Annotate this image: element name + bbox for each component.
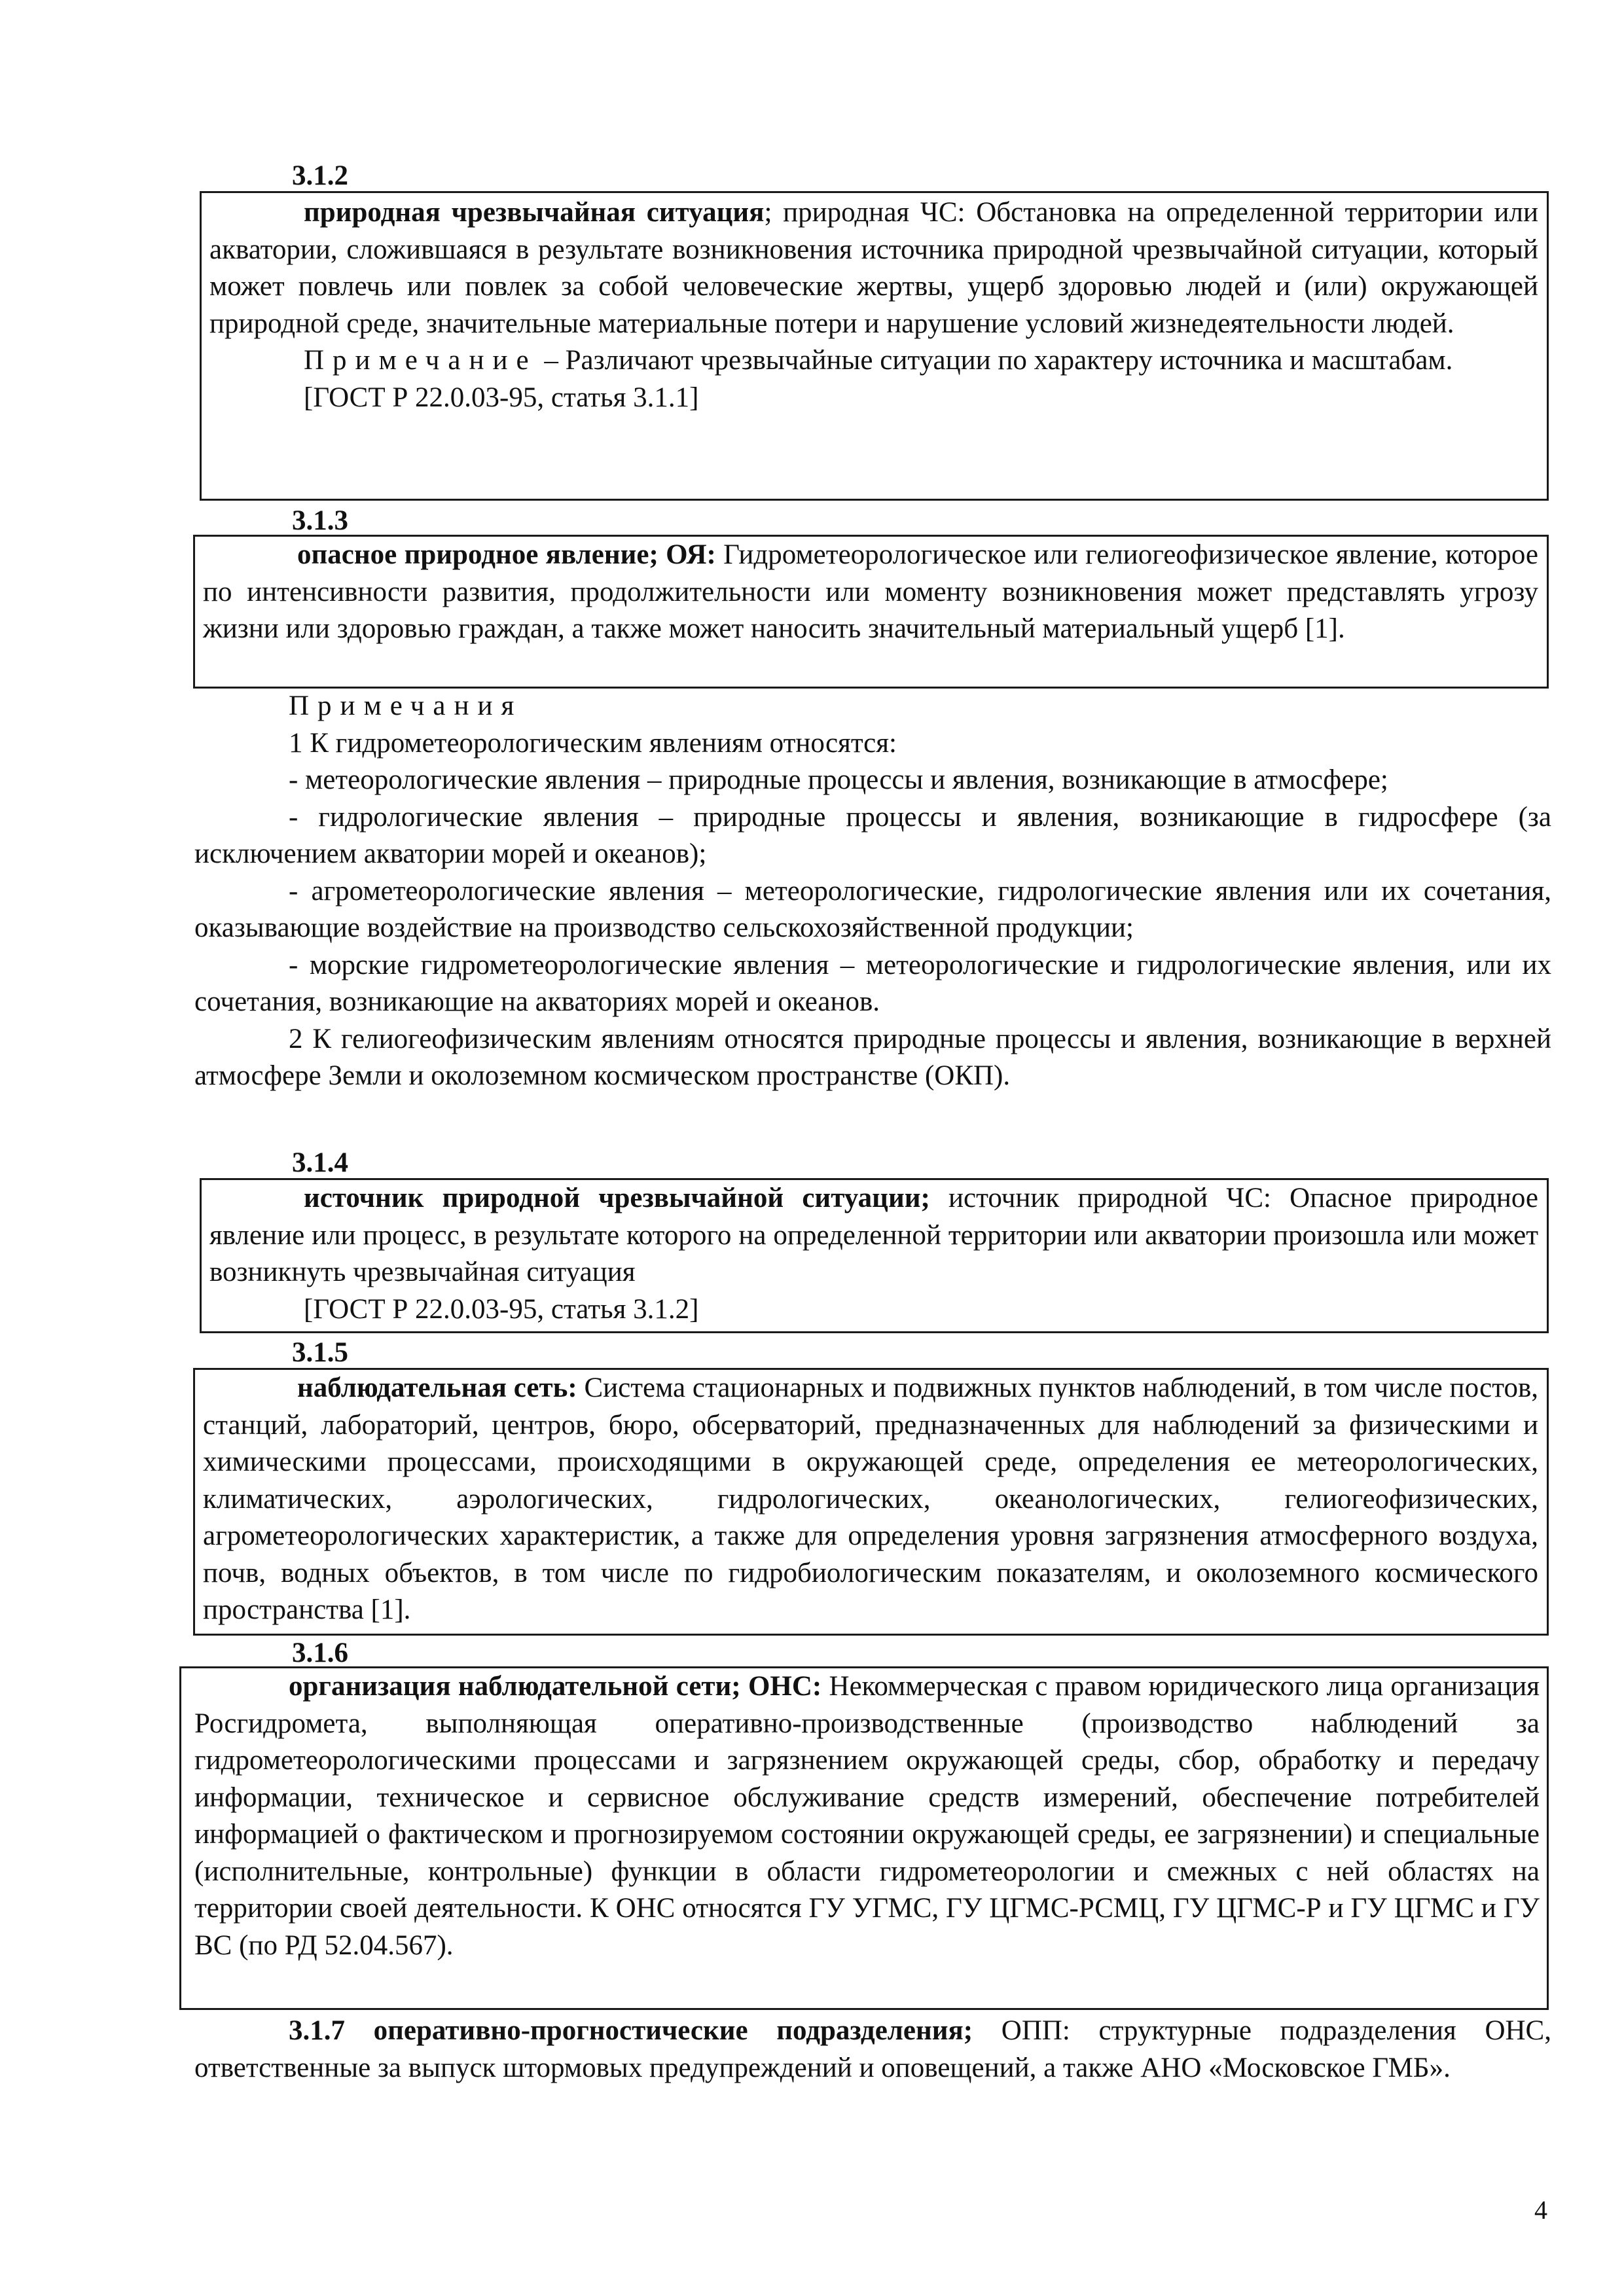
section-number-3-1-6: 3.1.6 <box>292 1638 348 1668</box>
definition-3-1-3 <box>203 537 1538 648</box>
definition-3-1-5 <box>203 1370 1538 1629</box>
term-3-1-3: опасное природное явление; <box>297 539 659 570</box>
term-3-1-2: природная чрезвычайная ситуация <box>304 197 765 228</box>
note-2-3-1-3: 2 К гелиогеофизическим явлениям относятся природные процессы и явления, возникающие в верхней атмосфере Земли и околоземном космическом пространстве (ОКП). <box>194 1023 1551 1091</box>
term-3-1-4: источник природной чрезвычайной ситуации; <box>304 1183 930 1213</box>
note-bullet-meteorological: - метеорологические явления – природные процессы и явления, возникающие в атмосфере; <box>289 764 1388 795</box>
section-number-3-1-5: 3.1.5 <box>292 1337 348 1368</box>
term-3-1-6: организация наблюдательной сети; <box>289 1671 741 1702</box>
definition-text-3-1-6: Некоммерческая с правом юридического лица организация Росгидромета, выполняющая оперативно-производственные (производство наблюдений за гидрометеорологическими процессами и загрязнением окружающей среды, сбор, обработку и передачу информации, техническое и сервисное обслуживание средств измерений, обеспечение потребителей информацией о фактическом и прогнозируемом состоянии окружающей среды, ее загрязнении) и специальные (исполнительные, контрольные) функции в области гидрометеорологии и смежных с ней областях на территории своей деятельности. К ОНС относятся ГУ УГМС, ГУ ЦГМС-РСМЦ, ГУ ЦГМС-Р и ГУ ЦГМС и ГУ ВС (по РД 52.04.567). <box>194 1671 1540 1961</box>
note-label-3-1-2: Примечание <box>304 345 537 376</box>
notes-3-1-3 <box>194 688 1551 1095</box>
section-number-3-1-4: 3.1.4 <box>292 1147 348 1178</box>
term-3-1-7: 3.1.7 оперативно-прогностические подразделения; <box>289 2015 973 2046</box>
definition-3-1-6 <box>194 1668 1540 1964</box>
definition-text-3-1-7: ОПП: структурные подразделения ОНС, ответственные за выпуск штормовых предупреждений и оповещений, а также АНО «Московское ГМБ». <box>194 2015 1551 2083</box>
section-number-3-1-2: 3.1.2 <box>292 160 348 191</box>
term-3-1-5: наблюдательная сеть: <box>297 1372 577 1403</box>
note-bullet-agrometeorological: - агрометеорологические явления – метеорологические, гидрологические явления или их сочетания, оказывающие воздействие на производство сельскохозяйственной продукции; <box>194 875 1551 943</box>
note-bullet-marine: - морские гидрометеорологические явления – метеорологические и гидрологические явления, или их сочетания, возникающие на акваториях морей и океанов. <box>194 949 1551 1017</box>
abbreviation-3-1-3: ОЯ: <box>658 539 716 570</box>
definition-3-1-7 <box>194 2013 1551 2087</box>
abbreviation-3-1-6: ОНС: <box>740 1671 822 1702</box>
definition-3-1-4 <box>209 1180 1538 1328</box>
reference-3-1-4: [ГОСТ Р 22.0.03-95, статья 3.1.2] <box>304 1293 699 1325</box>
notes-label-3-1-3: Примечания <box>289 691 523 721</box>
definition-text-3-1-5: Система стационарных и подвижных пунктов наблюдений, в том числе постов, станций, лабораторий, центров, бюро, обсерваторий, предназначенных для наблюдений за физическими и химическими процессами, происходящими в окружающей среде, определения ее метеорологических, климатических, аэрологических, гидрологических, океанологических, гелиогеофизических, агрометеорологических характеристик, а также для определения уровня загрязнения атмосферного воздуха, почв, водных объектов, в том числе по гидробиологическим показателям, и околоземного космического пространства [1]. <box>203 1372 1538 1625</box>
abbreviation-3-1-2: природная ЧС <box>783 197 958 228</box>
section-number-3-1-3: 3.1.3 <box>292 505 348 536</box>
definition-text-3-1-2: : Обстановка на определенной территории или акватории, сложившаяся в результате возникновения источника природной чрезвычайной ситуации, который может повлечь или повлек за собой человеческие жертвы, ущерб здоровью людей и (или) окружающей природной среде, значительные материальные потери и нарушение условий жизнедеятельности людей. <box>209 197 1538 339</box>
note-1-3-1-3: 1 К гидрометеорологическим явлениям относятся: <box>289 727 897 759</box>
definition-text-3-1-3: Гидрометеорологическое или гелиогеофизическое явление, которое по интенсивности развития, продолжительности или моменту возникновения может представлять угрозу жизни или здоровью граждан, а также может наносить значительный материальный ущерб [1]. <box>203 539 1539 644</box>
page-number: 4 <box>1534 2195 1547 2225</box>
note-text-3-1-2: – Различают чрезвычайные ситуации по характеру источника и масштабам. <box>537 345 1453 376</box>
note-bullet-hydrological: - гидрологические явления – природные процессы и явления, возникающие в гидросфере (за исключением акватории морей и океанов); <box>194 801 1551 869</box>
definition-3-1-2: природная чрезвычайная ситуация; природная ЧС: Обстановка на определенной территории или акватории, сложившаяся в результате возникновения источника природной чрезвычайной ситуации, который может повлечь или повлек за собой человеческие жертвы, ущерб здоровью людей и (или) окружающей природной среде, значительные материальные потери и нарушение условий жизнедеятельности людей. Примечание – Различают чрезвычайные ситуации по характеру источника и масштабам. [ГОСТ Р 22.0.03-95, статья 3.1.1] <box>209 194 1538 416</box>
reference-3-1-2: [ГОСТ Р 22.0.03-95, статья 3.1.1] <box>304 382 699 413</box>
definition-text-3-1-4: источник природной ЧС: Опасное природное явление или процесс, в результате которого на определенной территории или акватории произошла или может возникнуть чрезвычайная ситуация <box>209 1183 1538 1287</box>
